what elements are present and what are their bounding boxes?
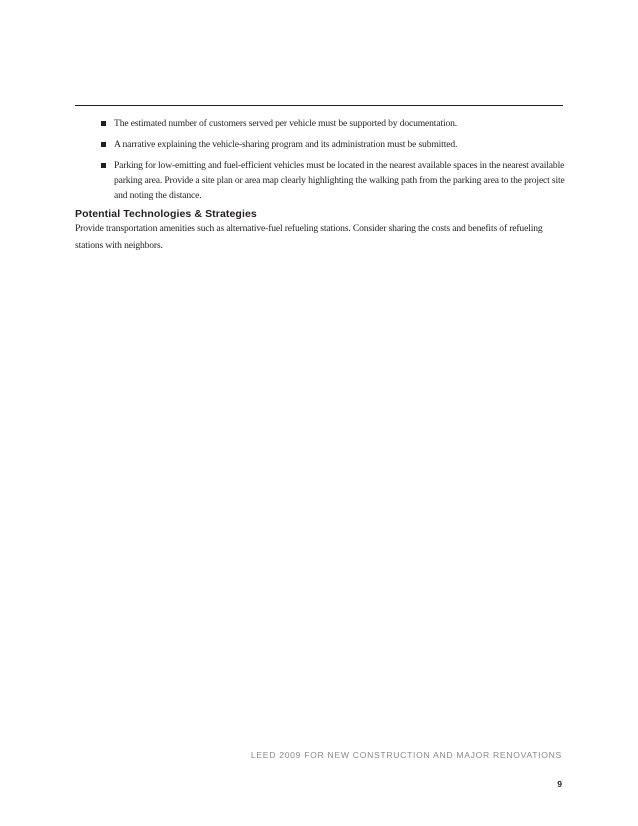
section-body: Provide transportation amenities such as alternative-fuel refueling stations. Consider sharing the costs and benefits of refueling stations with neighbors. [75,223,543,251]
list-item [100,158,570,203]
list-item-text: The estimated number of customers served per vehicle must be supported by documentation. [114,118,458,129]
square-bullet-icon [101,142,106,147]
top-rule [75,105,563,106]
page-number: 9 [557,779,562,789]
footer-title: LEED 2009 FOR NEW CONSTRUCTION AND MAJOR RENOVATIONS [250,750,562,760]
requirements-list [100,116,570,209]
list-item-text: Parking for low-emitting and fuel-efficient vehicles must be located in the nearest available spaces in the nearest available parking area. Provide a site plan or area map clearly highlighting the walking path from the parking area to the project site and noting the distance. [114,160,565,201]
list-item [100,137,570,152]
square-bullet-icon [101,163,106,168]
section-heading: Potential Technologies & Strategies [75,208,257,220]
list-item-text: A narrative explaining the vehicle-sharing program and its administration must be submitted. [114,139,458,150]
list-item [100,116,570,131]
square-bullet-icon [101,121,106,126]
